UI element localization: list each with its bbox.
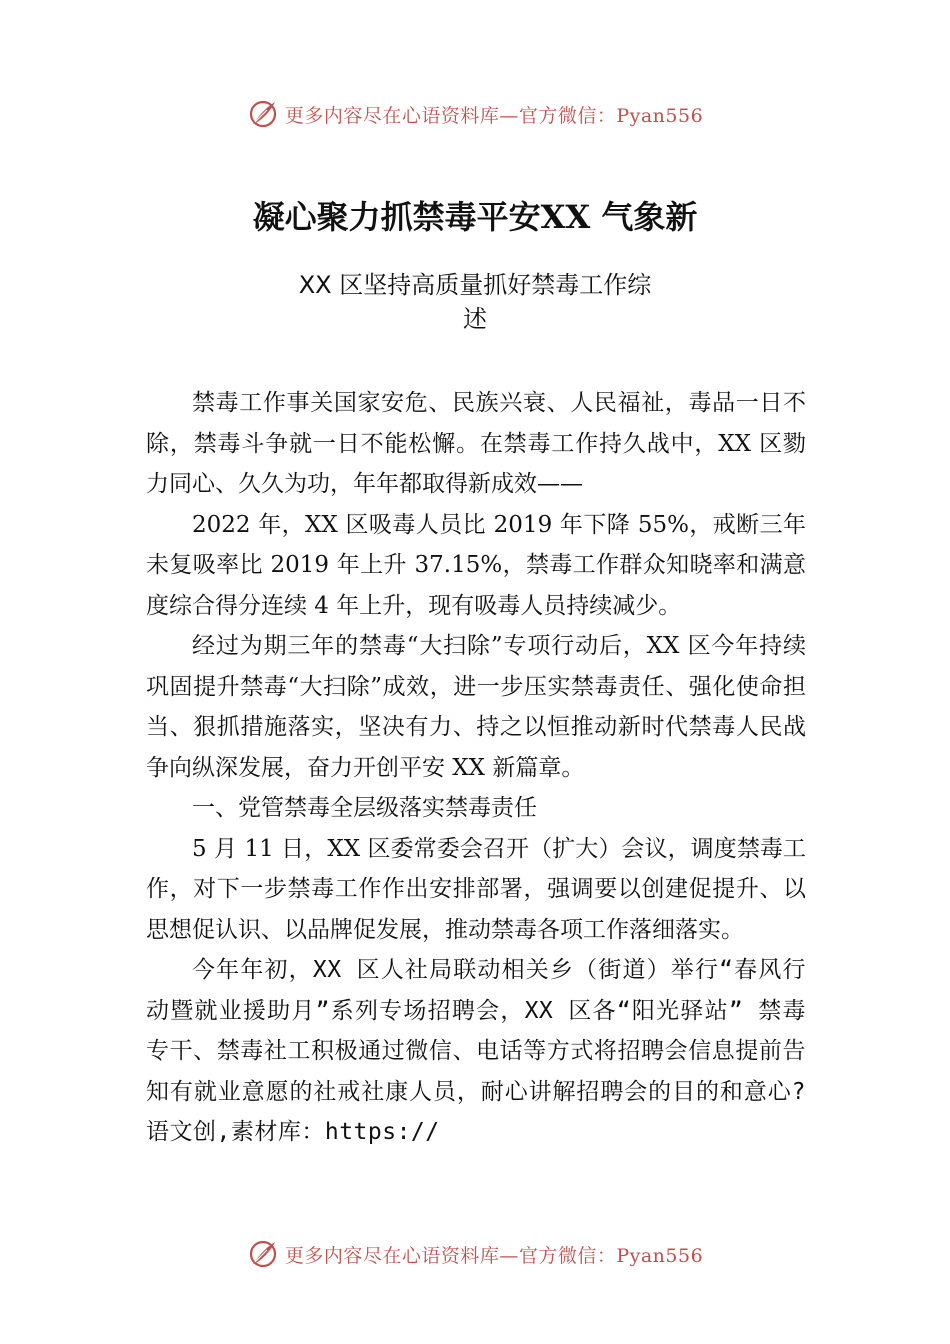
quill-pen-seal-icon: [247, 98, 279, 130]
footer-banner: [0, 1236, 950, 1272]
quill-pen-seal-icon: [247, 1238, 279, 1270]
paragraph-campaign: 经过为期三年的禁毒“大扫除”专项行动后，XX 区今年持续巩固提升禁毒“大扫除”成效，进一步压实禁毒责任、强化使命担当、狠抓措施落实，坚决有力、持之以恒推动新时代禁毒人民战争向纵深发展，奋力开创平安 XX 新篇章。: [146, 633, 806, 781]
subtitle-line-1: XX 区坚持高质量抓好禁毒工作综: [298, 271, 652, 299]
paragraph-intro: 禁毒工作事关国家安危、民族兴衰、人民福祉，毒品一日不除，禁毒斗争就一日不能松懈。在禁毒工作持久战中，XX 区勠力同心、久久为功，年年都取得新成效——: [146, 390, 806, 497]
paragraph-statistics: 2022 年，XX 区吸毒人员比 2019 年下降 55%，戒断三年未复吸率比 2019 年上升 37.15%，禁毒工作群众知晓率和满意度综合得分连续 4 年上升，现有吸毒人员持续减少。: [146, 511, 806, 619]
header-banner-text: 更多内容尽在心语资料库—官方微信：Pyan556: [284, 104, 704, 127]
subtitle-line-2: 述: [463, 305, 487, 333]
section-heading-1: 一、党管禁毒全层级落实禁毒责任: [192, 795, 537, 821]
header-banner: [0, 96, 950, 132]
document-body: [146, 383, 806, 1153]
paragraph-job-fair: 今年年初，XX 区人社局联动相关乡（街道）举行“春风行动暨就业援助月”系列专场招聘会，XX 区各“阳光驿站” 禁毒专干、禁毒社工积极通过微信、电话等方式将招聘会信息提前告知有就业意愿的社戒社康人员，耐心讲解招聘会的目的和意心?语文创,素材库：https://: [146, 957, 806, 1145]
document-title: 凝心聚力抓禁毒平安XX 气象新: [252, 198, 698, 236]
footer-banner-text: 更多内容尽在心语资料库—官方微信：Pyan556: [284, 1244, 704, 1267]
document-subtitle: [0, 268, 950, 336]
paragraph-meeting: 5 月 11 日，XX 区委常委会召开（扩大）会议，调度禁毒工作，对下一步禁毒工作作出安排部署，强调要以创建促提升、以思想促认识、以品牌促发展，推动禁毒各项工作落细落实。: [146, 835, 806, 943]
